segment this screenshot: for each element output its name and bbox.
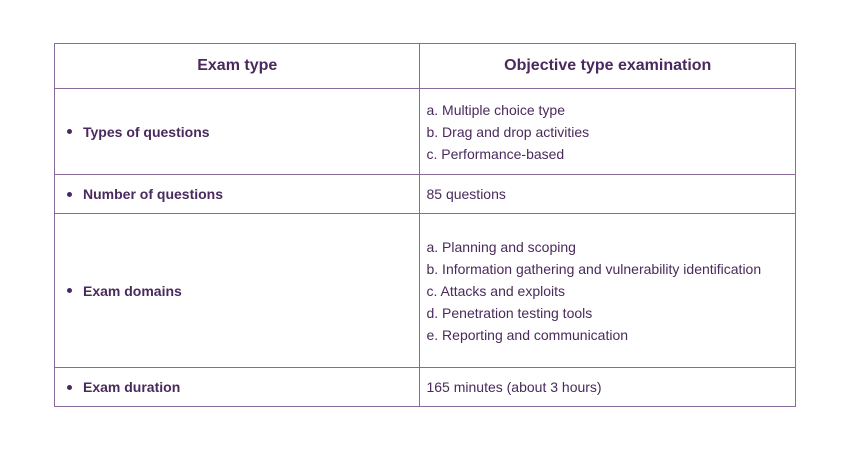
bullet-icon <box>67 129 72 134</box>
value-line: 85 questions <box>426 186 506 202</box>
row-value-cell <box>420 175 796 214</box>
value-line: b. Drag and drop activities <box>426 123 590 140</box>
exam-info-table <box>54 43 796 407</box>
value-line: a. Multiple choice type <box>426 101 566 118</box>
row-label: Exam duration <box>83 379 181 395</box>
bullet-icon <box>67 192 72 197</box>
row-value-cell <box>420 89 796 175</box>
value-line: 165 minutes (about 3 hours) <box>426 379 602 395</box>
value-line: e. Reporting and communication <box>426 326 629 343</box>
bullet-icon <box>67 385 72 390</box>
row-label: Number of questions <box>83 186 224 202</box>
value-line: d. Penetration testing tools <box>426 304 593 321</box>
table-row <box>55 89 796 175</box>
value-line: c. Performance-based <box>426 145 565 162</box>
row-label: Exam domains <box>83 282 182 299</box>
table-row <box>55 368 796 407</box>
header-objective-type: Objective type examination <box>420 44 796 89</box>
value-line: c. Attacks and exploits <box>426 282 566 299</box>
table-row <box>55 214 796 368</box>
row-value-cell <box>420 368 796 407</box>
bullet-icon <box>67 288 72 293</box>
row-label-cell <box>55 368 420 407</box>
value-line: a. Planning and scoping <box>426 238 576 255</box>
table-row <box>55 175 796 214</box>
row-value-cell <box>420 214 796 368</box>
header-exam-type: Exam type <box>55 44 420 89</box>
value-line: b. Information gathering and vulnerability identification <box>426 260 762 277</box>
row-label-cell <box>55 89 420 175</box>
table-header-row <box>55 44 796 89</box>
row-label-cell <box>55 214 420 368</box>
row-label: Types of questions <box>83 123 210 140</box>
row-label-cell <box>55 175 420 214</box>
